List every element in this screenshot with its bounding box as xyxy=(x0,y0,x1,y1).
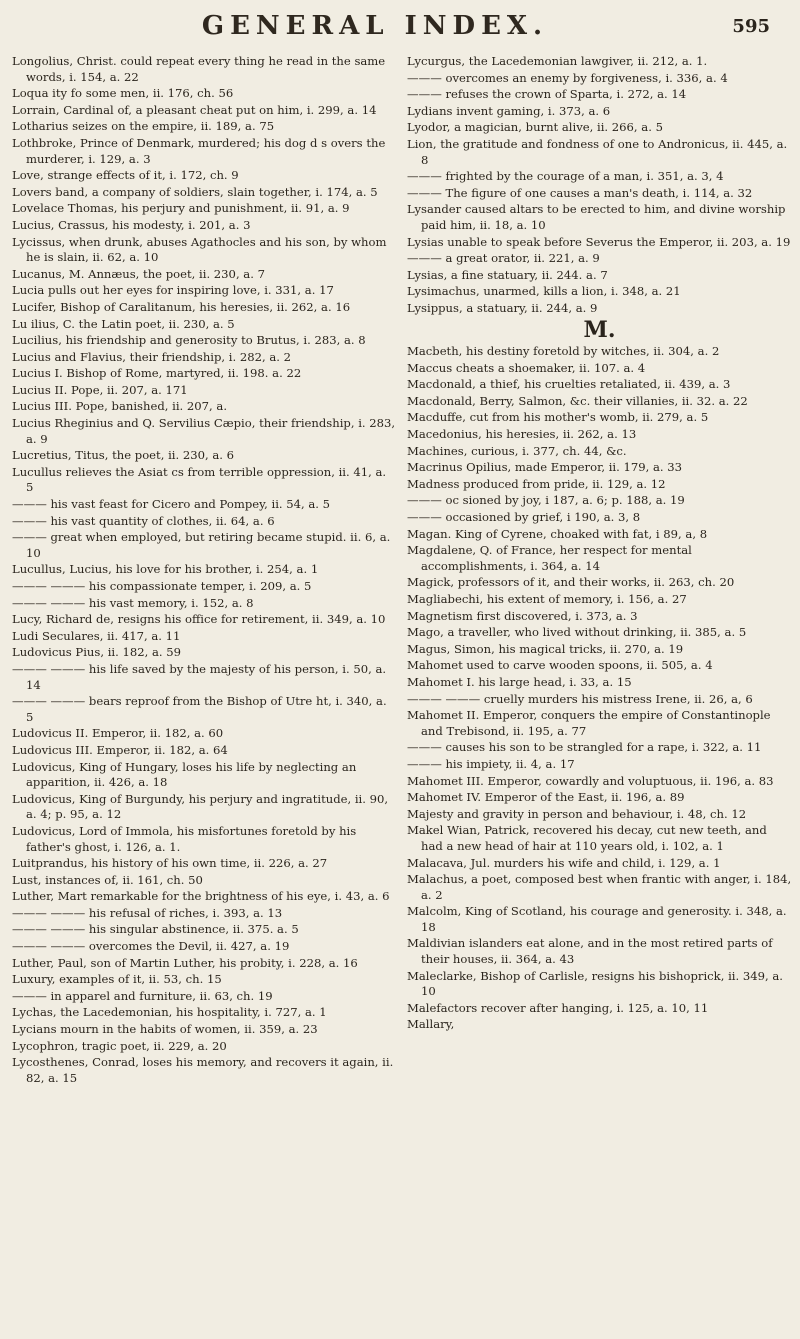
index-entry: Loqua ity fo some men, ii. 176, ch. 56 xyxy=(12,86,234,101)
index-entry: Lion, the gratitude and fondness of one to Andronicus, ii. 445, a. 8 xyxy=(407,136,788,167)
index-entry: Lucius and Flavius, their friendship, i. 282, a. 2 xyxy=(12,349,292,364)
index-entry: Ludi Seculares, ii. 417, a. 11 xyxy=(12,628,181,643)
index-entry: Malacava, Jul. murders his wife and child, i. 129, a. 1 xyxy=(407,855,721,870)
index-entry: Luther, Mart remarkable for the brightness of his eye, i. 43, a. 6 xyxy=(12,889,390,904)
index-entry: Lysimachus, unarmed, kills a lion, i. 348, a. 21 xyxy=(407,284,681,299)
index-entry: Mago, a traveller, who lived without drinking, ii. 385, a. 5 xyxy=(407,625,747,640)
index-entry: Lysander caused altars to be erected to him, and divine worship paid him, ii. 18, a. 10 xyxy=(407,202,786,232)
index-entry: ——— in apparel and furniture, ii. 63, ch. 19 xyxy=(12,988,273,1003)
index-entry: ——— ——— cruelly murders his mistress Irene, ii. 26, a, 6 xyxy=(407,691,753,706)
index-entry: ——— refuses the crown of Sparta, i. 272, a. 14 xyxy=(407,87,687,102)
index-entry: ——— ——— overcomes the Devil, ii. 427, a. 19 xyxy=(12,939,290,954)
index-entry: Malefactors recover after hanging, i. 125, a. 10, 11 xyxy=(407,1000,709,1015)
index-entry: Makel Wian, Patrick, recovered his decay, cut new teeth, and had a new head of hair at 110 years old, i. 102, a. 1 xyxy=(407,823,767,853)
page-header xyxy=(40,6,770,46)
index-entry: Maleclarke, Bishop of Carlisle, resigns his bishoprick, ii. 349, a. 10 xyxy=(407,968,783,999)
index-entry: Lu ilius, C. the Latin poet, ii. 230, a. 5 xyxy=(12,316,235,331)
index-entry: ——— frighted by the courage of a man, i. 351, a. 3, 4 xyxy=(407,169,724,184)
index-entry: Maldivian islanders eat alone, and in the most retired parts of their houses, ii. 364, a. 43 xyxy=(407,936,773,967)
index-entry: ——— ——— his life saved by the majesty of his person, i. 50, a. 14 xyxy=(12,661,387,692)
index-entry: Madness produced from pride, ii. 129, a. 12 xyxy=(407,476,666,491)
index-entry: Magdalene, Q. of France, her respect for mental accomplishments, i. 364, a. 14 xyxy=(407,543,692,573)
index-entry: Love, strange effects of it, i. 172, ch. 9 xyxy=(12,168,239,183)
index-entry: Mahomet used to carve wooden spoons, ii. 505, a. 4 xyxy=(407,658,713,673)
index-entry: ——— ——— his vast memory, i. 152, a. 8 xyxy=(12,595,254,610)
index-entry: Longolius, Christ. could repeat every thing he read in the same words, i. 154, a. 22 xyxy=(12,54,386,84)
index-entry: Ludovicus, Lord of Immola, his misfortunes foretold by his father's ghost, i. 126, a. 1. xyxy=(12,823,357,854)
index-entry: ——— overcomes an enemy by forgiveness, i. 336, a. 4 xyxy=(407,70,728,85)
index-entry: Luther, Paul, son of Martin Luther, his probity, i. 228, a. 16 xyxy=(12,955,358,970)
index-entry: Lysippus, a statuary, ii. 244, a. 9 xyxy=(407,300,598,315)
index-entry: Lucilius, his friendship and generosity to Brutus, i. 283, a. 8 xyxy=(12,333,366,348)
index-entry: ——— ——— his compassionate temper, i. 209, a. 5 xyxy=(12,579,312,593)
index-columns xyxy=(12,54,792,1087)
index-entry: ——— The figure of one causes a man's death, i. 114, a. 32 xyxy=(407,185,753,200)
index-entry: Malachus, a poet, composed best when frantic with anger, i. 184, a. 2 xyxy=(407,872,792,902)
index-entry: Lucius II. Pope, ii. 207, a. 171 xyxy=(12,382,188,397)
index-entry: Luitprandus, his history of his own time, ii. 226, a. 27 xyxy=(12,856,328,871)
index-entry: ——— great when employed, but retiring became stupid. ii. 6, a. 10 xyxy=(12,530,391,560)
index-entry: Lucullus relieves the Asiat cs from terrible oppression, ii. 41, a. 5 xyxy=(12,464,387,495)
index-entry: Ludovicus, King of Burgundy, his perjury and ingratitude, ii. 90, a. 4; p. 95, a. 12 xyxy=(12,791,389,822)
index-entry: Macdonald, Berry, Salmon, &c. their villanies, ii. 32. a. 22 xyxy=(407,393,748,408)
index-entry: Mahomet II. Emperor, conquers the empire of Constantinople and Trebisond, ii. 195, a. 77 xyxy=(407,708,771,738)
index-entry: Lotharius seizes on the empire, ii. 189, a. 75 xyxy=(12,119,275,134)
index-entry: Macbeth, his destiny foretold by witches, ii. 304, a. 2 xyxy=(407,344,720,359)
right-column xyxy=(407,54,792,1087)
index-entry: ——— his impiety, ii. 4, a. 17 xyxy=(407,756,575,771)
index-entry: ——— causes his son to be strangled for a rape, i. 322, a. 11 xyxy=(407,740,762,755)
index-entry: Lucius, Crassus, his modesty, i. 201, a. 3 xyxy=(12,217,251,232)
index-entry: Lycians mourn in the habits of women, ii. 359, a. 23 xyxy=(12,1022,318,1037)
index-entry: Lothbroke, Prince of Denmark, murdered; his dog d s overs the murderer, i. 129, a. 3 xyxy=(12,135,386,166)
index-entry: Lucy, Richard de, resigns his office for retirement, ii. 349, a. 10 xyxy=(12,612,386,627)
index-entry: Mahomet I. his large head, i. 33, a. 15 xyxy=(407,674,632,689)
index-entry: Mahomet III. Emperor, cowardly and voluptuous, ii. 196, a. 83 xyxy=(407,773,774,788)
index-entry: ——— ——— his refusal of riches, i. 393, a. 13 xyxy=(12,905,283,920)
index-entry: Ludovicus Pius, ii. 182, a. 59 xyxy=(12,645,182,660)
index-entry: Magick, professors of it, and their works, ii. 263, ch. 20 xyxy=(407,575,735,590)
running-title: GENERAL INDEX. xyxy=(201,11,549,41)
index-entry: Ludovicus II. Emperor, ii. 182, a. 60 xyxy=(12,726,224,741)
index-entry: Ludovicus III. Emperor, ii. 182, a. 64 xyxy=(12,742,228,757)
index-entry: ——— ——— his singular abstinence, ii. 375. a. 5 xyxy=(12,922,299,937)
index-entry: Lovelace Thomas, his perjury and punishment, ii. 91, a. 9 xyxy=(12,201,350,216)
index-entry: ——— his vast feast for Cicero and Pompey, ii. 54, a. 5 xyxy=(12,497,331,512)
index-entry: Lucia pulls out her eyes for inspiring love, i. 331, a. 17 xyxy=(12,283,334,298)
index-entry: ——— ——— bears reproof from the Bishop of Utre ht, i. 340, a. 5 xyxy=(12,694,387,724)
index-entry: Magliabechi, his extent of memory, i. 156, a. 27 xyxy=(407,592,687,606)
index-entry: Magan. King of Cyrene, choaked with fat, i 89, a, 8 xyxy=(407,526,708,541)
index-entry: ——— a great orator, ii. 221, a. 9 xyxy=(407,251,600,266)
index-entry: Malcolm, King of Scotland, his courage and generosity. i. 348, a. 18 xyxy=(407,904,787,934)
index-entry: Majesty and gravity in person and behaviour, i. 48, ch. 12 xyxy=(407,806,747,821)
index-entry: Ludovicus, King of Hungary, loses his life by neglecting an apparition, ii. 426, a. 18 xyxy=(12,759,357,790)
index-entry: Lyodor, a magician, burnt alive, ii. 266, a. 5 xyxy=(407,120,663,135)
index-entry: Mahomet IV. Emperor of the East, ii. 196, a. 89 xyxy=(407,790,685,805)
index-entry: Macduffe, cut from his mother's womb, ii. 279, a. 5 xyxy=(407,410,709,425)
left-column xyxy=(12,54,407,1087)
index-entry: ——— oc sioned by joy, i 187, a. 6; p. 188, a. 19 xyxy=(407,493,685,508)
right-column-m-entries xyxy=(407,344,792,1033)
index-entry: Lucius III. Pope, banished, ii. 207, a. xyxy=(12,399,228,414)
index-entry: Lycophron, tragic poet, ii. 229, a. 20 xyxy=(12,1038,227,1053)
index-entry: Magus, Simon, his magical tricks, ii. 270, a. 19 xyxy=(407,641,684,656)
page-number: 595 xyxy=(732,15,770,37)
index-entry: Macedonius, his heresies, ii. 262, a. 13 xyxy=(407,427,637,442)
index-entry: Lysias, a fine statuary, ii. 244. a. 7 xyxy=(407,267,608,282)
index-entry: Lycissus, when drunk, abuses Agathocles and his son, by whom he is slain, ii. 62, a. 10 xyxy=(12,234,387,265)
index-entry: Lucretius, Titus, the poet, ii. 230, a. 6 xyxy=(12,448,235,463)
index-entry: Lucifer, Bishop of Caralitanum, his heresies, ii. 262, a. 16 xyxy=(12,299,351,314)
index-entry: Lust, instances of, ii. 161, ch. 50 xyxy=(12,872,203,887)
index-entry: Maccus cheats a shoemaker, ii. 107. a. 4 xyxy=(407,360,646,375)
index-entry: Lucullus, Lucius, his love for his brother, i. 254, a. 1 xyxy=(12,562,319,577)
index-entry: Lydians invent gaming, i. 373, a. 6 xyxy=(407,103,611,118)
index-entry: Mallary, xyxy=(407,1017,455,1032)
index-entry: Machines, curious, i. 377, ch. 44, &c. xyxy=(407,443,627,458)
index-entry: Lucius I. Bishop of Rome, martyred, ii. 198. a. 22 xyxy=(12,366,302,381)
index-entry: Magnetism first discovered, i. 373, a. 3 xyxy=(407,608,638,623)
index-entry: Luxury, examples of it, ii. 53, ch. 15 xyxy=(12,972,222,987)
index-entry: Macdonald, a thief, his cruelties retaliated, ii. 439, a. 3 xyxy=(407,377,731,392)
index-entry: ——— occasioned by grief, i 190, a. 3, 8 xyxy=(407,510,641,525)
index-entry: Lorrain, Cardinal of, a pleasant cheat put on him, i. 299, a. 14 xyxy=(12,102,377,117)
index-entry: ——— his vast quantity of clothes, ii. 64, a. 6 xyxy=(12,513,275,528)
index-entry: Lychas, the Lacedemonian, his hospitality, i. 727, a. 1 xyxy=(12,1005,327,1020)
index-entry: Lycurgus, the Lacedemonian lawgiver, ii. 212, a. 1. xyxy=(407,54,708,68)
index-entry: Lysias unable to speak before Severus the Emperor, ii. 203, a. 19 xyxy=(407,234,791,249)
section-letter: M. xyxy=(583,316,616,343)
index-entry: Lycosthenes, Conrad, loses his memory, and recovers it again, ii. 82, a. 15 xyxy=(12,1055,394,1085)
right-column-l-entries xyxy=(407,54,792,317)
index-entry: Lovers band, a company of soldiers, slain together, i. 174, a. 5 xyxy=(12,184,378,199)
index-entry: Macrinus Opilius, made Emperor, ii. 179, a. 33 xyxy=(407,460,683,475)
index-entry: Lucius Rheginius and Q. Servilius Cæpio, their friendship, i. 283, a. 9 xyxy=(12,416,396,446)
index-entry: Lucanus, M. Annæus, the poet, ii. 230, a. 7 xyxy=(12,266,265,281)
